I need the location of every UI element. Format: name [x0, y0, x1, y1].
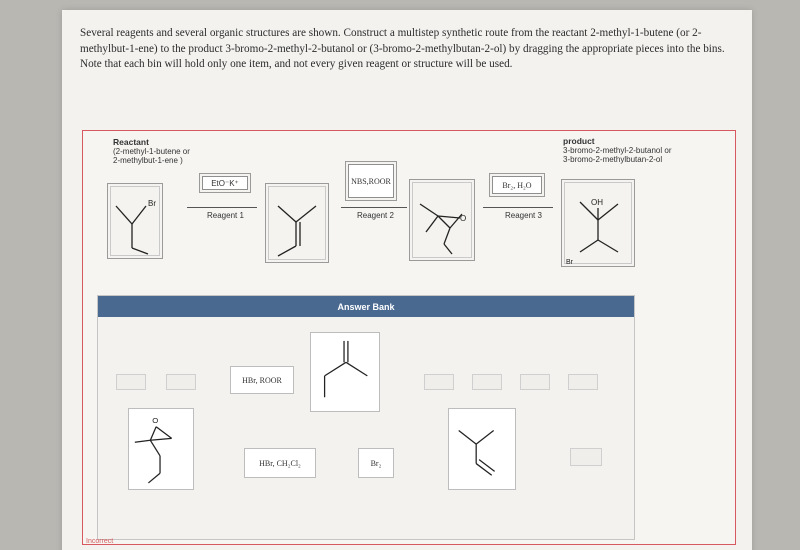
reagent3-label: Reagent 3 — [505, 211, 542, 220]
hbr-ch2cl2-tile[interactable] — [244, 448, 316, 478]
br2-tile[interactable] — [358, 448, 394, 478]
epoxide-answer-o-label: O — [152, 415, 159, 425]
reagent3-text: Br₂, H₂O — [502, 180, 532, 190]
question-text: Several reagents and several organic structures are shown. Construct a multistep synthetic route from the reactant 2-methyl-1-butene (or 2-methylbut-1-ene) to the product 3-bromo-2-methyl-2-butanol or (3-bromo-2-methylbutan-2-ol) by dragging the appropriate pieces into the bins. Note that each bin will hold only one item, and not every given reagent or structure will be used. — [80, 27, 725, 70]
empty-slot — [568, 374, 598, 390]
reagent1-arrow — [187, 207, 257, 208]
bromoalkane-structure[interactable] — [108, 184, 164, 260]
product-title: product — [563, 136, 595, 146]
alkene-structure-tile[interactable] — [448, 408, 516, 490]
intermediate2-bin[interactable] — [409, 179, 475, 261]
epoxide-structure-tile[interactable] — [128, 408, 194, 490]
methylbutene-structure[interactable] — [311, 332, 379, 412]
reagent1-label: Reagent 1 — [207, 211, 244, 220]
hbr-roor-text: HBr, ROOR — [242, 375, 282, 385]
product-label — [563, 137, 672, 164]
alkene-intermediate-structure[interactable] — [266, 184, 330, 264]
reagent3-bin[interactable] — [489, 173, 545, 197]
synthesis-workarea — [82, 130, 736, 545]
answer-bank — [97, 295, 635, 540]
reactant-name-line2: 2-methylbut-1-ene ) — [113, 156, 183, 165]
status-incorrect: Incorrect — [86, 538, 114, 545]
br2-text: Br₂ — [370, 458, 382, 468]
reagent2-label: Reagent 2 — [357, 211, 394, 220]
reagent1-text: EtO⁻K⁺ — [211, 178, 239, 188]
hbr-roor-tile[interactable] — [230, 366, 294, 394]
reactant-name-line1: (2-methyl-1-butene or — [113, 147, 190, 156]
empty-slot — [424, 374, 454, 390]
question-page — [62, 10, 752, 550]
reactant-structure-bin[interactable] — [107, 183, 163, 259]
product-structure — [562, 180, 636, 268]
oh-group-label: OH — [591, 198, 603, 207]
methylbutene-structure-tile[interactable] — [310, 332, 380, 412]
reagent1-bin[interactable] — [199, 173, 251, 193]
reagent2-text-line1: NBS, — [351, 176, 369, 186]
reagent2-tile[interactable] — [348, 164, 394, 198]
epoxide-o-label: O — [460, 214, 467, 223]
hbr-ch2cl2-text: HBr, CH₂Cl₂ — [259, 458, 301, 468]
reagent3-arrow — [483, 207, 553, 208]
product-structure-bin — [561, 179, 635, 267]
answer-bank-title: Answer Bank — [98, 296, 634, 317]
reactant-title: Reactant — [113, 137, 149, 147]
epoxide-answer-structure[interactable] — [129, 408, 193, 490]
intermediate1-bin[interactable] — [265, 183, 329, 263]
empty-slot — [116, 374, 146, 390]
empty-slot — [520, 374, 550, 390]
reagent3-tile[interactable] — [492, 176, 542, 194]
reagent2-arrow — [341, 207, 407, 208]
reagent2-text-line2: ROOR — [368, 176, 391, 186]
alkene-answer-structure[interactable] — [449, 408, 515, 490]
br-atom-label: Br — [148, 199, 156, 208]
reagent1-tile[interactable] — [202, 176, 248, 190]
epoxide-intermediate-structure[interactable] — [410, 180, 476, 262]
product-br-label: Br — [566, 259, 573, 266]
reactant-label — [113, 138, 190, 165]
product-name-line2: 3-bromo-2-methylbutan-2-ol — [563, 155, 663, 164]
empty-slot — [166, 374, 196, 390]
reagent2-bin[interactable] — [345, 161, 397, 201]
product-name-line1: 3-bromo-2-methyl-2-butanol or — [563, 146, 672, 155]
empty-slot — [472, 374, 502, 390]
empty-slot — [570, 448, 602, 466]
